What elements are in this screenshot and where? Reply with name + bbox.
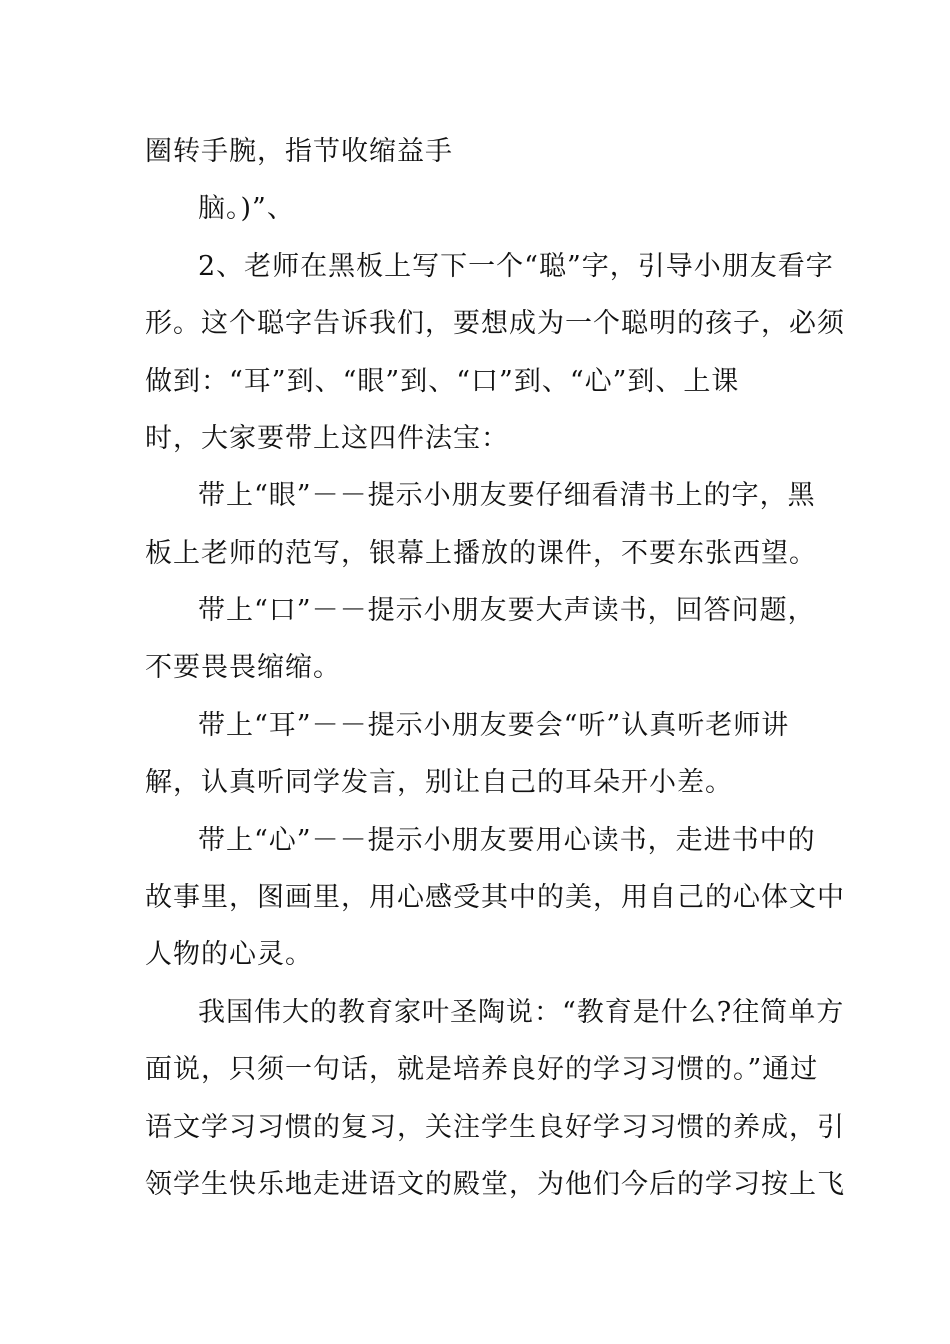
text-line: 故事里，图画里，用心感受其中的美，用自己的心体文中 (145, 882, 845, 913)
text-line: 时，大家要带上这四件法宝： (145, 423, 509, 454)
text-line: 语文学习习惯的复习，关注学生良好学习习惯的养成，引 (145, 1112, 845, 1143)
text-line: 板上老师的范写，银幕上播放的课件，不要东张西望。 (145, 538, 817, 569)
text-line: 脑。)”、 (198, 193, 295, 224)
text-line: 圈转手腕，指节收缩益手 (145, 136, 453, 167)
text-line: 面说，只须一句话，就是培养良好的学习习惯的。”通过 (145, 1054, 819, 1085)
text-line: 我国伟大的教育家叶圣陶说：“教育是什么?往简单方 (198, 997, 845, 1028)
text-line: 不要畏畏缩缩。 (145, 652, 341, 683)
text-line: 带上“心”－－提示小朋友要用心读书，走进书中的 (198, 825, 816, 856)
text-line: 带上“耳”－－提示小朋友要会“听”认真听老师讲 (198, 710, 790, 741)
text-line: 带上“口”－－提示小朋友要大声读书，回答问题， (198, 595, 816, 626)
text-line: 形。这个聪字告诉我们，要想成为一个聪明的孩子，必须 (145, 308, 845, 339)
text-line: 带上“眼”－－提示小朋友要仔细看清书上的字，黑 (198, 480, 816, 511)
text-line: 做到：“耳”到、“眼”到、“口”到、“心”到、上课 (145, 366, 740, 397)
text-line: 领学生快乐地走进语文的殿堂，为他们今后的学习按上飞 (145, 1169, 845, 1200)
text-line: 解，认真听同学发言，别让自己的耳朵开小差。 (145, 767, 733, 798)
text-line: 人物的心灵。 (145, 939, 313, 970)
text-line: 2、老师在黑板上写下一个“聪”字，引导小朋友看字 (198, 251, 834, 282)
